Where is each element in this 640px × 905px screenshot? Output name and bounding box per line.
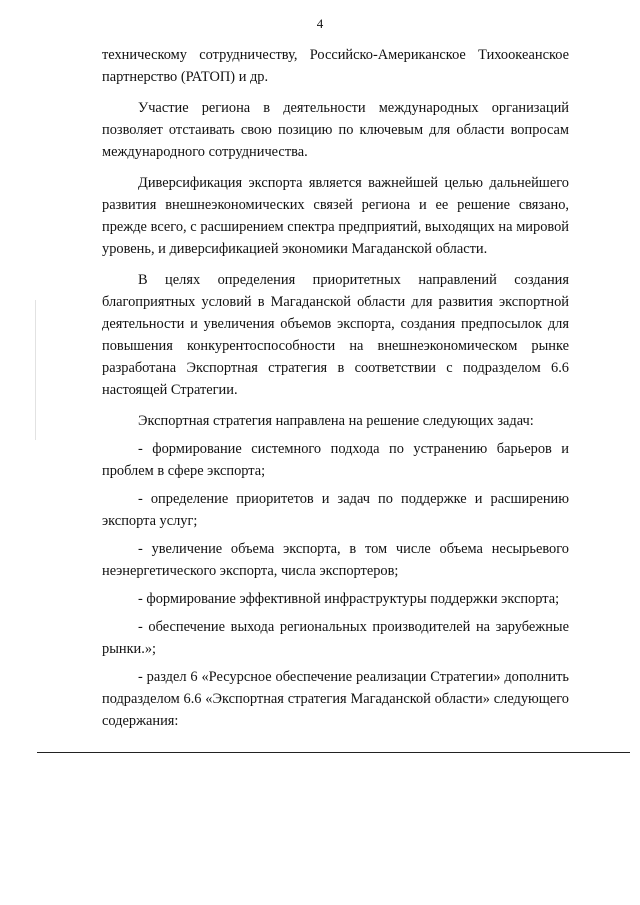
list-item-task-3: - увеличение объема экспорта, в том числе объема несырьевого неэнергетического экспорта, числа экспортеров; — [102, 541, 569, 579]
paragraph-international-organizations: Участие региона в деятельности международных организаций позволяет отстаивать свою позицию по ключевым для области вопросам международного сотрудничества. — [102, 100, 569, 160]
page-number: 4 — [316, 16, 324, 31]
horizontal-separator-line — [37, 752, 630, 753]
document-body — [102, 44, 569, 741]
list-item-task-4: - формирование эффективной инфраструктуры поддержки экспорта; — [138, 591, 560, 607]
list-item-task-5: - обеспечение выхода региональных производителей на зарубежные рынки.»; — [102, 619, 569, 657]
paragraph-export-diversification: Диверсификация экспорта является важнейшей целью дальнейшего развития внешнеэкономических связей региона и ее решение связано, прежде всего, с расширением спектра предприятий, выходящих на мировой уровень, и диверсификацией экономики Магаданской области. — [102, 175, 569, 257]
list-item-task-2: - определение приоритетов и задач по поддержке и расширению экспорта услуг; — [102, 491, 569, 529]
paragraph-export-strategy-purpose: В целях определения приоритетных направлений создания благоприятных условий в Магаданской области для развития экспортной деятельности и увеличения объемов экспорта, создания предпосылок для повышения конкурентоспособности на внешнеэкономическом рынке разработана Экспортная стратегия в соответствии с подразделом 6.6 настоящей Стратегии. — [102, 272, 569, 398]
paragraph-tasks-intro: Экспортная стратегия направлена на решение следующих задач: — [138, 413, 534, 429]
list-item-task-1: - формирование системного подхода по устранению барьеров и проблем в сфере экспорта; — [102, 441, 569, 479]
paragraph-amendment-section-6: - раздел 6 «Ресурсное обеспечение реализации Стратегии» дополнить подразделом 6.6 «Экспортная стратегия Магаданской области» следующего содержания: — [102, 669, 569, 729]
scan-margin-mark — [35, 300, 36, 440]
paragraph-continuation: техническому сотрудничеству, Российско-Американское Тихоокеанское партнерство (РАТОП) и др. — [102, 47, 569, 85]
